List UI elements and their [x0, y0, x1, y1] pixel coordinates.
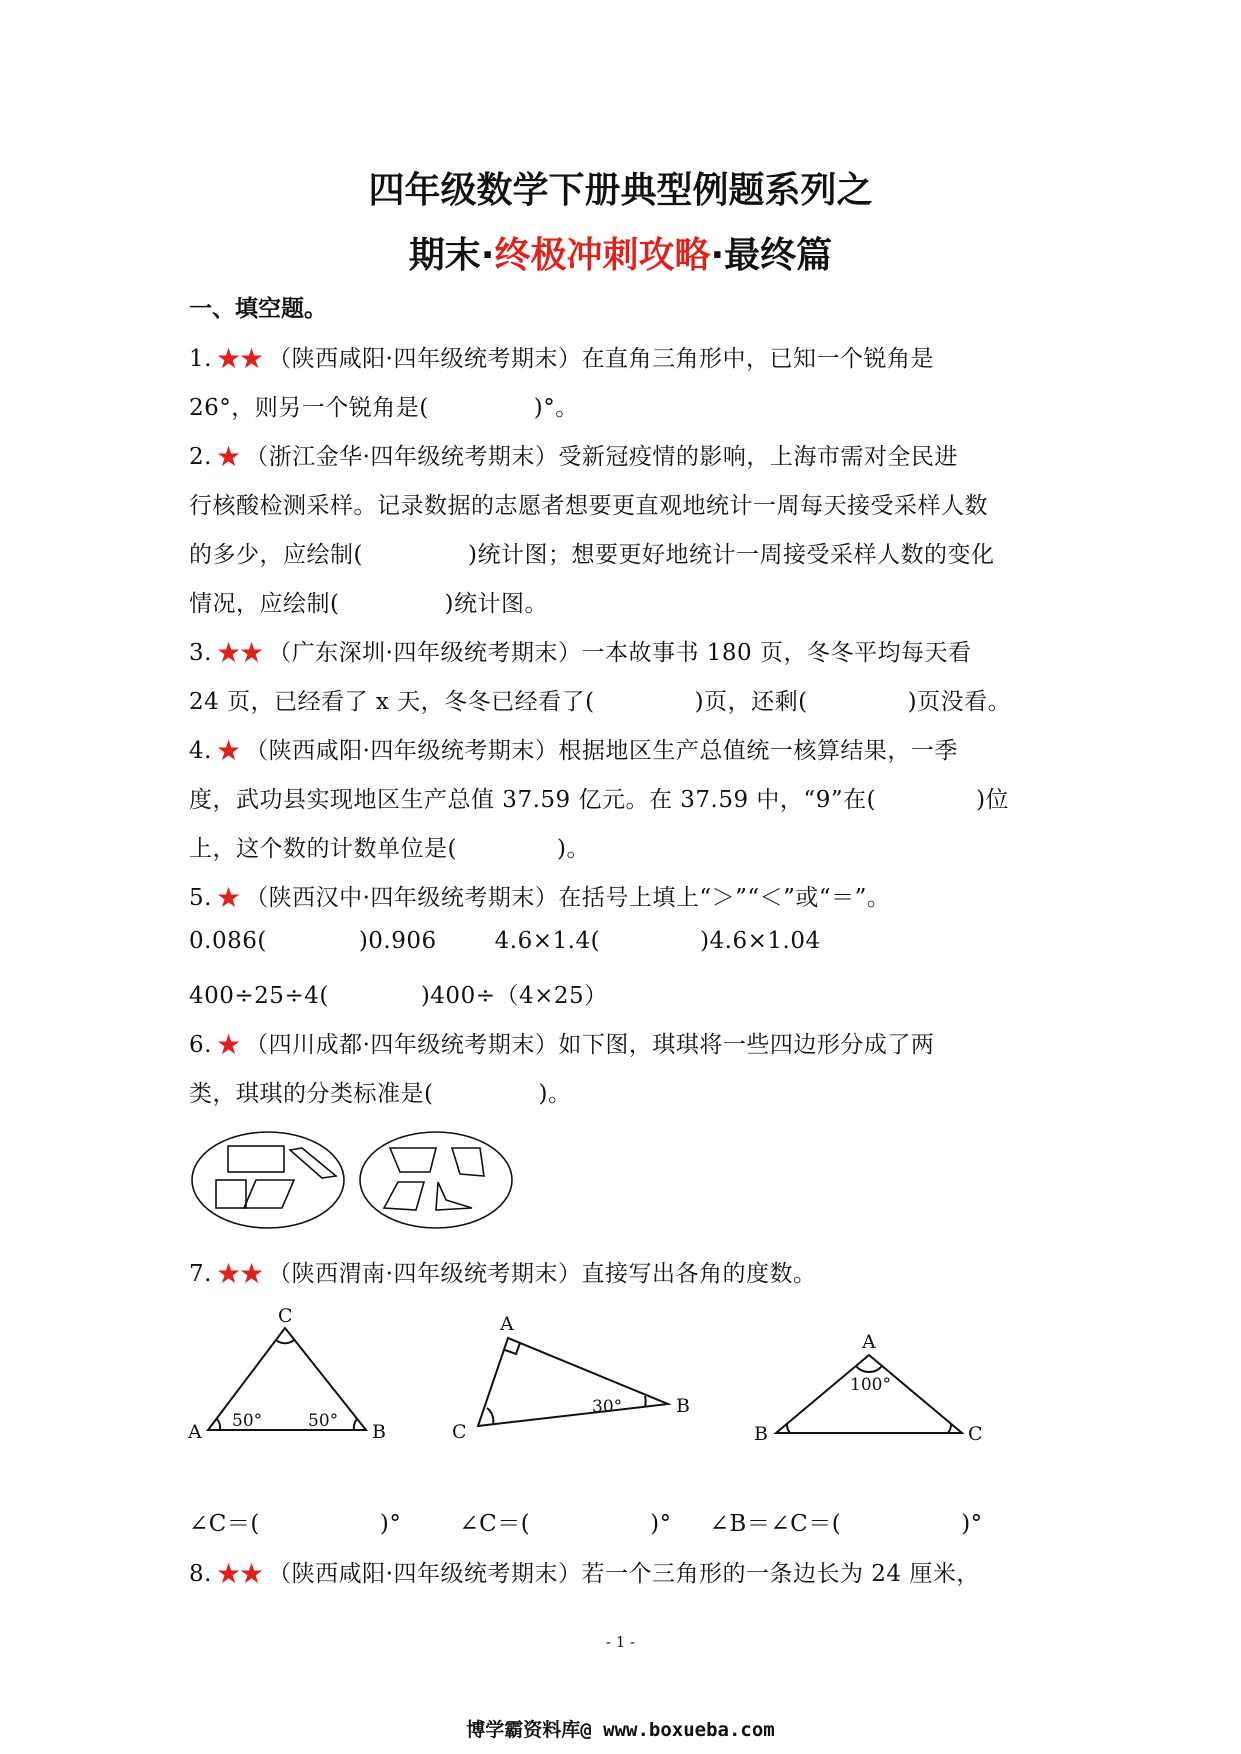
q3-text: )页，还剩(: [694, 689, 808, 715]
q6-text: 类，琪琪的分类标准是(: [189, 1081, 434, 1107]
quadrilateral-classification-figure: [190, 1128, 530, 1233]
subtitle-prefix: 期末·: [408, 235, 495, 276]
q1-text: )°。: [533, 395, 579, 421]
q4-text: 度，武功县实现地区生产总值 37.59 亿元。在 37.59 中，“9”在(: [189, 787, 877, 813]
q5-text: （陕西汉中·四年级统考期末）在括号上填上“＞”“＜”或“＝”。: [245, 885, 891, 911]
concave-quadrilateral-shape: [436, 1182, 472, 1210]
q4-text: （陕西咸阳·四年级统考期末）根据地区生产总值统一核算结果，一季: [245, 738, 958, 764]
difficulty-stars-icon: ★: [215, 440, 240, 473]
q2-text: )统计图。: [444, 591, 548, 617]
vertex-label: B: [372, 1421, 386, 1443]
irregular-quadrilateral-shape: [384, 1182, 424, 1210]
q5-comparison: 4.6×1.4(: [494, 928, 601, 954]
square-shape: [216, 1180, 246, 1208]
subtitle-highlight: 终极冲刺攻略: [494, 235, 711, 276]
difficulty-stars-icon: ★: [215, 1028, 240, 1061]
q4-number: 4.: [189, 738, 212, 764]
angle-label: 50°: [308, 1411, 339, 1431]
q5-comparison: )0.906: [358, 928, 437, 954]
q1-text: 26°，则另一个锐角是(: [189, 395, 429, 421]
angle-label: 50°: [232, 1411, 263, 1431]
q3-number: 3.: [189, 640, 212, 666]
q7-answer: ∠B＝∠C＝(: [709, 1511, 842, 1537]
angle-arc: [276, 1340, 294, 1343]
q4-line1: [189, 732, 958, 767]
q1-line1: [189, 340, 934, 375]
angle-arc: [856, 1366, 882, 1372]
q7-answer: )°: [650, 1511, 672, 1537]
q2-line2: 行核酸检测采样。记录数据的志愿者想要更直观地统计一周每天接受采样人数: [189, 493, 988, 519]
q1-line2: [189, 389, 579, 422]
difficulty-stars-icon: ★: [215, 734, 240, 767]
q7-answer: )°: [379, 1511, 402, 1537]
q6-text: （四川成都·四年级统考期末）如下图，琪琪将一些四边形分成了两: [245, 1032, 935, 1058]
subtitle-suffix: ·最终篇: [710, 235, 833, 276]
angle-arc: [645, 1396, 646, 1407]
group2-ellipse: [360, 1132, 512, 1228]
q2-text: （浙江金华·四年级统考期末）受新冠疫情的影响，上海市需对全民进: [245, 444, 958, 470]
q2-line1: [189, 438, 958, 473]
triangles-figure: [190, 1300, 1030, 1450]
vertex-label: C: [278, 1305, 293, 1327]
vertex-label: A: [862, 1331, 876, 1353]
q8-number: 8.: [189, 1561, 212, 1587]
vertex-label: B: [676, 1395, 690, 1417]
q3-text: )页没看。: [907, 689, 1012, 715]
q1-text: （陕西咸阳·四年级统考期末）在直角三角形中，已知一个锐角是: [268, 346, 934, 372]
angle-arc: [217, 1419, 220, 1430]
parallelogram-shape: [290, 1148, 336, 1178]
q8-text: （陕西咸阳·四年级统考期末）若一个三角形的一条边长为 24 厘米，: [268, 1561, 980, 1587]
q4-text: )位: [976, 787, 1010, 813]
q5-line1: [189, 879, 890, 914]
q2-text: )统计图；想要更好地统计一周接受采样人数的变化: [467, 542, 995, 568]
q6-line1: [189, 1026, 934, 1061]
q8-line1: [189, 1555, 980, 1590]
q5-line3: [189, 977, 608, 1010]
page-title: 四年级数学下册典型例题系列之: [368, 170, 873, 211]
q3-line1: [189, 634, 972, 669]
q4-line2: [189, 781, 1009, 814]
q6-text: )。: [538, 1081, 572, 1107]
rectangle-shape: [228, 1146, 284, 1172]
difficulty-stars-icon: ★★: [215, 1257, 263, 1290]
q4-text: )。: [556, 836, 590, 862]
q2-line4: [189, 585, 548, 618]
angle-label: 100°: [850, 1375, 891, 1395]
irregular-quadrilateral-shape: [452, 1148, 484, 1176]
difficulty-stars-icon: ★★: [215, 1557, 263, 1590]
vertex-label: C: [452, 1421, 467, 1443]
difficulty-stars-icon: ★★: [215, 342, 263, 375]
angle-label: 30°: [592, 1397, 623, 1417]
q7-text: （陕西渭南·四年级统考期末）直接写出各角的度数。: [268, 1261, 817, 1287]
right-angle-mark: [505, 1343, 520, 1354]
q7-line1: [189, 1255, 816, 1290]
q4-text: 上，这个数的计数单位是(: [189, 836, 457, 862]
vertex-label: C: [968, 1423, 983, 1445]
section-heading: 一、填空题。: [189, 296, 327, 322]
parallelogram-shape: [244, 1180, 294, 1208]
angle-arc: [354, 1419, 357, 1430]
q5-line2: [189, 928, 821, 954]
page-number: - 1 -: [605, 1633, 636, 1651]
q6-line2: [189, 1075, 571, 1108]
q7-number: 7.: [189, 1261, 212, 1287]
q7-answer: ∠C＝(: [189, 1511, 260, 1537]
q5-comparison: )400÷（4×25）: [420, 983, 608, 1009]
q5-comparison: 400÷25÷4(: [189, 983, 329, 1009]
q2-text: 情况，应绘制(: [189, 591, 340, 617]
q6-number: 6.: [189, 1032, 212, 1058]
q7-answers: [189, 1505, 983, 1538]
q1-number: 1.: [189, 346, 212, 372]
footer-watermark: 博学霸资料库@ www.boxueba.com: [466, 1719, 775, 1741]
vertex-label: B: [754, 1423, 768, 1445]
q2-line3: [189, 536, 994, 569]
q5-comparison: 0.086(: [189, 928, 267, 954]
q5-number: 5.: [189, 885, 212, 911]
q7-answer: )°: [961, 1511, 983, 1537]
page-subtitle: [0, 227, 1241, 278]
difficulty-stars-icon: ★: [215, 881, 240, 914]
q7-answer: ∠C＝(: [459, 1511, 531, 1537]
q4-line3: [189, 830, 590, 863]
angle-arc: [487, 1408, 493, 1424]
q5-comparison: )4.6×1.04: [700, 928, 821, 954]
q2-number: 2.: [189, 444, 212, 470]
q2-text: 的多少，应绘制(: [189, 542, 363, 568]
q3-text: 24 页，已经看了 x 天，冬冬已经看了(: [189, 689, 595, 715]
q3-line2: [189, 683, 1011, 716]
angle-arc: [787, 1424, 790, 1433]
vertex-label: A: [188, 1421, 202, 1443]
q3-text: （广东深圳·四年级统考期末）一本故事书 180 页，冬冬平均每天看: [268, 640, 972, 666]
angle-arc: [948, 1424, 951, 1433]
trapezoid-shape: [390, 1148, 436, 1172]
difficulty-stars-icon: ★★: [215, 636, 263, 669]
vertex-label: A: [500, 1313, 514, 1335]
